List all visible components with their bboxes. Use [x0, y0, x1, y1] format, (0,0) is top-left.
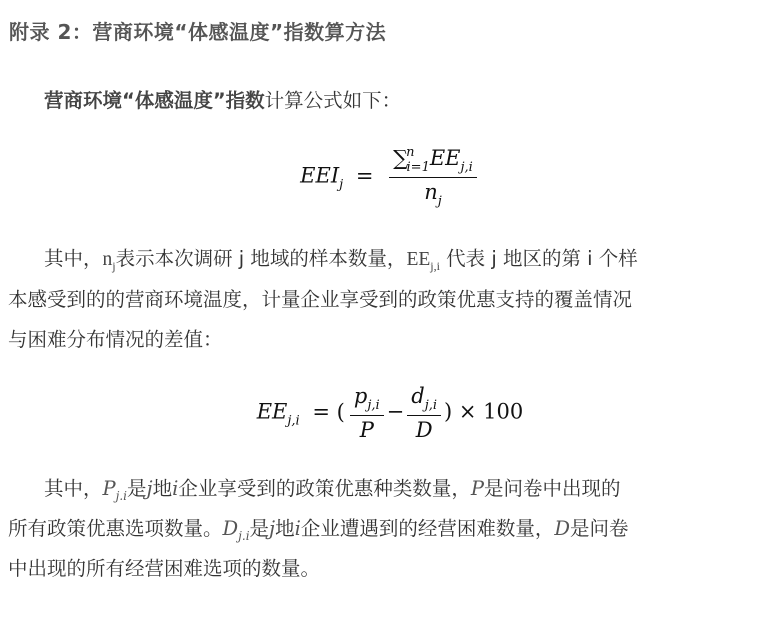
fraction-p-denominator: P — [359, 418, 374, 442]
fraction-p-numerator — [350, 384, 384, 416]
intro-text: 计算公式如下： — [264, 89, 402, 112]
var-d-sub: j,i — [424, 398, 438, 413]
var-i: i — [294, 517, 301, 540]
var-D: D — [554, 517, 571, 540]
intro-bold-term: 营商环境“体感温度”指数 — [44, 89, 265, 112]
formula-eei-numerator — [389, 145, 477, 178]
formula-eei-den-sub: j — [437, 194, 442, 209]
formula-eei-num-var: EE — [429, 146, 461, 170]
summation-lower: i=1 — [406, 160, 430, 175]
formula-eei-fraction — [389, 145, 477, 209]
formula-eei-num-sub: j,i — [460, 160, 473, 175]
formula-ee-fraction-d — [407, 384, 441, 442]
paragraph-definitions-1 — [8, 240, 780, 285]
text-segment: 所有政策优惠选项数量。 — [8, 517, 223, 540]
text-segment: 是 — [127, 477, 147, 500]
paragraph-definitions-2-line3: 中出现的所有经营困难选项的数量。 — [8, 557, 321, 580]
text-segment: 企业遭遇到的经营困难数量， — [300, 517, 555, 540]
formula-ee-tail: ) × 100 — [444, 399, 524, 424]
text-segment: 是 — [249, 517, 270, 540]
formula-eei-lhs: EEI — [300, 163, 340, 188]
text-segment: 地 — [152, 477, 173, 500]
appendix-heading: 附录 2：营商环境“体感温度”指数算方法 — [9, 20, 387, 44]
formula-eei-den-var: n — [424, 180, 438, 204]
var-p-sub: j,i — [367, 398, 380, 413]
text-segment: 代表 j 地区的第 i 个样 — [439, 247, 638, 270]
var-j: j — [146, 477, 153, 500]
formula-eei — [0, 145, 780, 209]
formula-ee-lhs: EE — [256, 399, 288, 424]
intro-paragraph — [8, 82, 780, 119]
var-n: n — [102, 249, 113, 270]
var-d-ji: D — [222, 517, 239, 540]
summation-sign: ∑ — [393, 146, 409, 170]
var-d-ji-sub: j.i — [238, 529, 250, 543]
var-i: i — [172, 477, 179, 500]
var-ee-sub: j,i — [430, 259, 440, 273]
formula-eei-equals: = — [355, 163, 374, 188]
var-p-ji-sub: j.i — [115, 489, 128, 503]
paragraph-definitions-2 — [8, 470, 780, 515]
text-segment: 企业享受到的政策优惠种类数量， — [178, 477, 471, 500]
formula-ee-lhs-sub: j,i — [287, 413, 300, 429]
var-P: P — [470, 477, 484, 500]
formula-ee-equals: = ( — [312, 399, 345, 424]
var-ee: EE — [406, 249, 431, 270]
summation-upper: n — [406, 145, 415, 160]
fraction-d-denominator: D — [415, 418, 433, 442]
formula-ee-fraction-p — [350, 384, 384, 442]
text-segment: 其中， — [44, 477, 103, 500]
var-d: d — [411, 384, 425, 408]
text-segment: 表示本次调研 j 地域的样本数量， — [115, 247, 407, 270]
text-segment: 地 — [275, 517, 295, 540]
var-n-sub: j — [112, 259, 116, 273]
text-segment: 是问卷中出现的 — [483, 477, 621, 500]
text-segment: 是问卷 — [570, 517, 629, 540]
fraction-d-numerator — [407, 384, 441, 416]
var-p: p — [353, 384, 368, 408]
paragraph-definitions-1-line2: 本感受到的的营商环境温度，计量企业享受到的政策优惠支持的覆盖情况 — [8, 288, 633, 311]
formula-eei-denominator — [389, 178, 477, 209]
paragraph-definitions-2-line2 — [8, 510, 772, 555]
formula-eei-lhs-sub: j — [339, 177, 344, 193]
formula-ee-minus: − — [386, 399, 405, 424]
formula-ee — [0, 384, 780, 442]
paragraph-definitions-1-line3: 与困难分布情况的差值： — [8, 328, 223, 351]
text-segment: 其中， — [44, 247, 103, 270]
var-p-ji: P — [102, 477, 116, 500]
var-j: j — [269, 517, 276, 540]
